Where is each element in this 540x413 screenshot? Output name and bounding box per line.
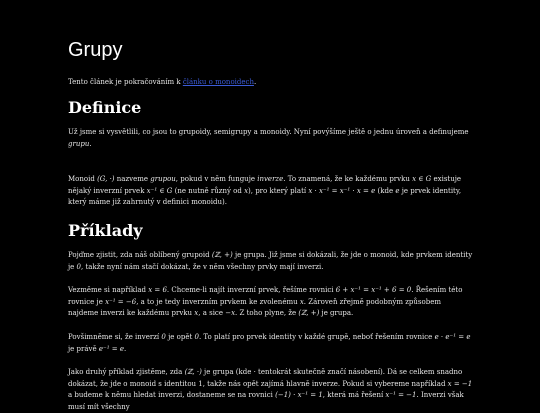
emphasis: grupu (68, 139, 90, 148)
math: 0 (76, 262, 82, 271)
section-heading-definice: Definice (68, 98, 142, 117)
monoid-article-link[interactable]: článku o monoidech (182, 78, 254, 86)
intro-paragraph (68, 77, 473, 89)
priklady-paragraph-4 (68, 367, 473, 413)
emphasis: inverze (257, 175, 284, 183)
text: je grupa (kde · tentokrát skutečně značí násobení). Dá se celkem snadno dokázat, že jde o monoid s identitou 1, takže nás opět zajímá hlavně inverze. Pokud si vybereme například (68, 368, 463, 388)
priklady-paragraph-1 (68, 250, 473, 273)
math: (−1) · x⁻¹ = 1 (275, 391, 323, 399)
math: x⁻¹ = −6 (105, 297, 137, 306)
definice-paragraph-1 (68, 127, 473, 150)
math: −x (225, 309, 236, 317)
text: Pojďme zjistit, zda náš oblíbený grupoid (68, 251, 212, 259)
text: . Chceme-li najít inverzní prvek, řešíme rovnici (166, 286, 336, 294)
math: x ∈ G (412, 175, 432, 183)
text: . Řešením této rovnice je (68, 286, 463, 306)
intro-end: . (253, 78, 257, 86)
text: Povšimněme si, že inverzí (68, 333, 162, 341)
text: . Zároveň zřejmě podobným způsobem najdeme inverzi ke každému prvku (68, 297, 441, 317)
section-heading-priklady: Příklady (68, 221, 143, 240)
definice-paragraph-2 (68, 174, 473, 209)
text: (kde (375, 186, 396, 195)
math: 6 + x⁻¹ = x⁻¹ + 6 = 0 (335, 286, 412, 294)
text: . Z toho plyne, že (235, 309, 299, 317)
text: Monoid (68, 175, 98, 183)
math: x (194, 309, 199, 317)
text: Jako druhý příklad zjistěme, zda (68, 368, 185, 376)
text: a budeme k němu hledat inverzi, dostaneme se na rovnici (68, 391, 276, 399)
text: . To platí pro prvek identity v každé grupě, neboť řešením rovnice (198, 333, 435, 341)
text: Už jsme si vysvětlili, co jsou to grupoidy, semigrupy a monoidy. Nyní povýšíme ještě o jednu úroveň a definujeme (68, 128, 469, 136)
math: (ℤ, ·) (184, 368, 202, 376)
text: , a sice (198, 309, 226, 317)
math: e⁻¹ = e (98, 344, 124, 353)
text: je právě (68, 344, 99, 353)
math: x = −1 (447, 379, 473, 388)
math: x (244, 186, 249, 195)
text: , která má řešení (322, 391, 386, 399)
math: 0 (161, 333, 166, 341)
text: je grupa. Již jsme si dokázali, že jde o monoid, kde prvkem identity je (68, 251, 473, 271)
text: je grupa. (319, 309, 354, 317)
text: je prvek identity, který máme již zahrnutý v definici monoidu). (68, 186, 462, 206)
math: x · x⁻¹ = x⁻¹ · x = e (308, 186, 376, 195)
math: x = 6 (148, 286, 167, 294)
text: . (89, 139, 92, 148)
text: existuje nějaký inverzní prvek (68, 175, 462, 195)
priklady-paragraph-3 (68, 332, 473, 355)
text: . To znamená, že ke každému prvku (283, 175, 413, 183)
text: nazveme (114, 175, 151, 183)
text: , pokud v něm funguje (175, 175, 258, 183)
math: x (299, 297, 304, 306)
text: je opět (165, 333, 195, 341)
text: Vezměme si například (68, 286, 149, 294)
text: . Inverzi však musí mít všechny (68, 391, 464, 411)
math: (G, ·) (97, 175, 115, 183)
math: (ℤ, +) (211, 251, 233, 259)
math: x⁻¹ = −1 (385, 391, 417, 399)
math: x⁻¹ ∈ G (146, 186, 173, 195)
intro-text: Tento článek je pokračováním k (68, 78, 183, 86)
math: (ℤ, +) (298, 309, 320, 317)
priklady-paragraph-2 (68, 285, 473, 320)
text: . (123, 344, 127, 353)
text: ), pro který platí (248, 186, 309, 195)
text: , a to je tedy inverzním prvkem ke zvolenému (136, 297, 300, 306)
emphasis: grupou (150, 175, 176, 183)
text: , takže nyní nám stačí dokázat, že v něm všechny prvky mají inverzi. (81, 262, 324, 271)
page-title: Grupy (68, 39, 123, 61)
math: 0 (194, 333, 199, 341)
math: e · e⁻¹ = e (434, 333, 471, 341)
math: e (395, 186, 400, 195)
text: (ne nutně různý od (172, 186, 245, 195)
